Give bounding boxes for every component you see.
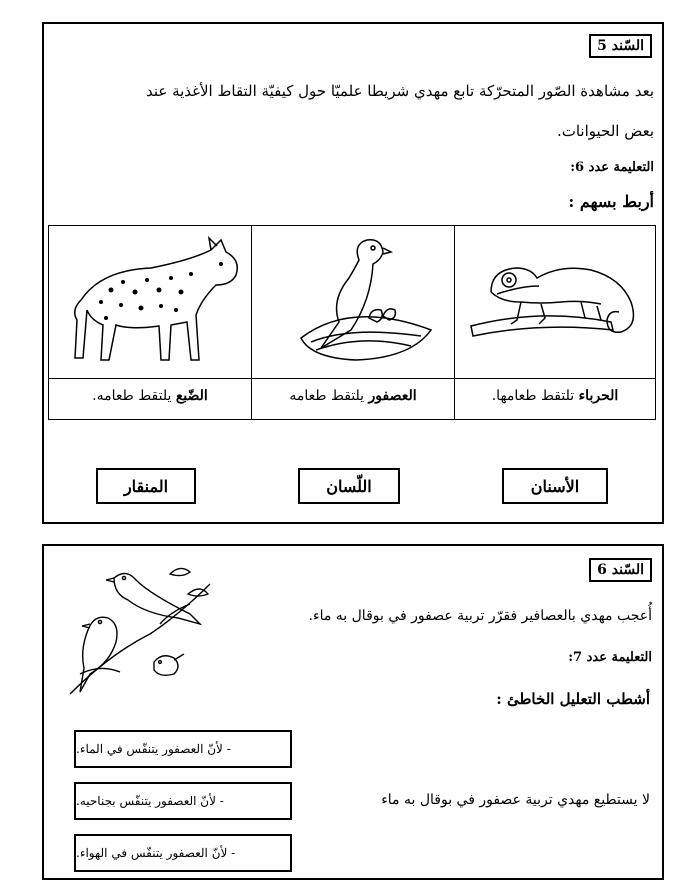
birds-on-branch-icon <box>50 554 220 704</box>
section-6-paragraph: أُعجب مهدي بالعصافير فقرّر تربية عصفور في بوقال به ماء. <box>308 608 652 624</box>
caption-bird: العصفور يلتقط طعامه <box>289 388 417 404</box>
section-5-paragraph-line2: بعض الحيوانات. <box>556 122 654 140</box>
option-breathes-in-water[interactable]: - لأنّ العصفور يتنفّس في الماء. <box>74 730 292 768</box>
caption-chameleon: الحرباء تلتقط طعامها. <box>491 388 619 404</box>
statement-cannot-raise-bird: لا يستطيع مهدي تربية عصفور في بوقال به ماء <box>381 792 650 808</box>
section-5-paragraph-line1: بعد مشاهدة الصّور المتحرّكة تابع مهدي شريطا علميّا حول كيفيّة التقاط الأغذية عند <box>145 82 654 100</box>
task-link-arrow: أربط بسهم : <box>568 192 654 211</box>
organ-beak-box[interactable]: المنقار <box>96 468 196 504</box>
option-breathes-in-air[interactable]: - لأنّ العصفور يتنفّس في الهواء. <box>74 834 292 872</box>
bird-nest-icon <box>261 230 445 370</box>
chameleon-icon <box>461 230 649 370</box>
caption-hyena: الضّبع يلتقط طعامه. <box>92 388 208 404</box>
organ-tongue-box[interactable]: اللّسان <box>298 468 400 504</box>
section-6-panel <box>42 544 664 880</box>
instruction-6: التعليمة عدد 6: <box>570 160 654 175</box>
option-breathes-with-wings[interactable]: - لأنّ العصفور يتنفّس بجناحيه. <box>74 782 292 820</box>
section-6-label: السّند 6 <box>589 558 652 582</box>
organ-teeth-box[interactable]: الأسنان <box>502 468 608 504</box>
section-5-label: السّند 5 <box>589 34 652 58</box>
animals-table <box>48 225 656 420</box>
instruction-7: التعليمة عدد 7: <box>568 650 652 665</box>
section-5-panel <box>42 22 664 524</box>
hyena-icon <box>61 230 241 370</box>
task-strike-wrong: أشطب التعليل الخاطئ : <box>496 690 650 708</box>
